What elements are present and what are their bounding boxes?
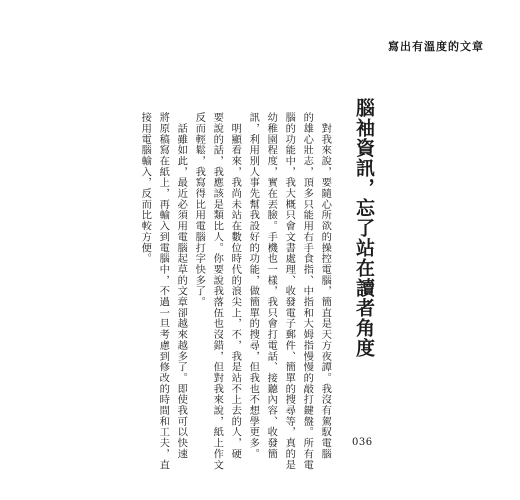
body-line: 對我來說，要隨心所欲的操控電腦，簡直是天方夜譚。我沒有駕馭電腦 — [319, 112, 332, 460]
body-line: 幼稚園程度，實在丟臉。手機也一樣，我只會打電話、接聽內容、收發簡 — [265, 112, 278, 460]
page-number: 036 — [352, 437, 373, 448]
running-head: 寫出有溫度的文章 — [388, 40, 484, 53]
body-line: 腦的功能中，我大概只會文書處理、收發電子郵件、簡單的搜尋等，真的是 — [283, 112, 296, 471]
body-line: 訊，利用別人事先幫我設好的功能，做簡單的搜尋，但我也不想學更多。 — [247, 112, 260, 460]
body-line: 明顯看來，我尚未站在數位時代的浪尖上，不，我是站不上去的人，硬 — [229, 112, 242, 460]
body-line: 接用電腦輸入，反而比較方便。 — [139, 112, 152, 264]
body-line: 的雄心壯志，頂多只能用右手食指、中指和大姆指慢慢的敲打鍵盤。所有電 — [301, 112, 314, 471]
body-line: 要說的話，我應該是類比人。你要說我落伍也沒錯，但對我來說，紙上作文 — [211, 112, 224, 471]
section-title: 腦袖資訊，忘了站在讀者角度 — [353, 98, 375, 358]
body-line: 反而輕鬆，我寫得比用電腦打字快多了。 — [193, 112, 206, 308]
body-line: 將原稿寫在紙上，再輸入到電腦中，不過一旦考慮到修改的時間和工夫，直 — [157, 112, 170, 471]
body-line: 話雖如此，最近必須用電腦起草的文章卻越來越多了。即使我可以快速 — [175, 112, 188, 460]
